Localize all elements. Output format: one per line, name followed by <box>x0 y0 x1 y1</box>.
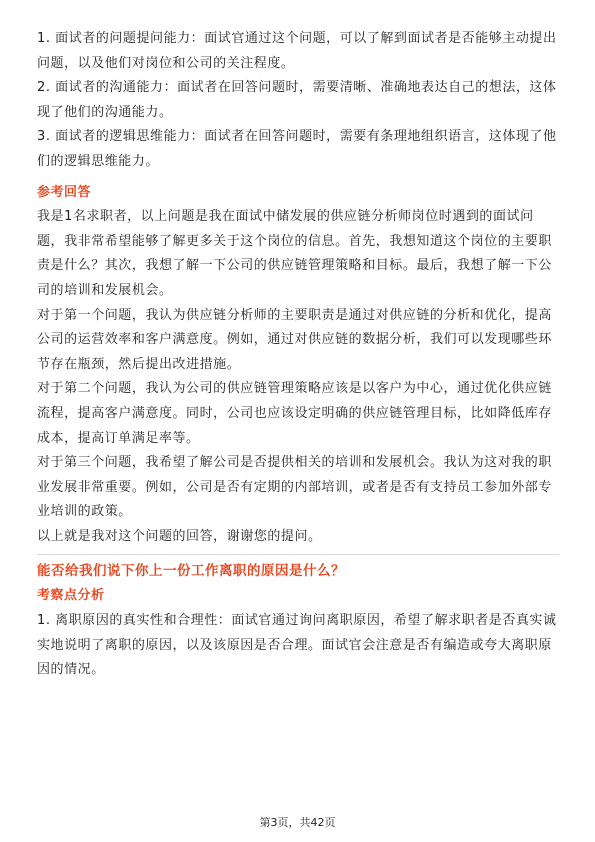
section-divider <box>37 554 559 555</box>
list-item: 2. 面试者的沟通能力：面试者在回答问题时，需要清晰、准确地表达自己的想法，这体现了他们的沟通能力。 <box>37 80 557 120</box>
page-number: 第3页，共42页 <box>259 816 336 829</box>
answer-paragraph: 对于第二个问题，我认为公司的供应链管理策略应该是以客户为中心，通过优化供应链流程，提高客户满意度。同时，公司也应该设定明确的供应链管理目标，比如降低库存成本，提高订单满足率等。 <box>37 381 552 446</box>
list-item: 3. 面试者的逻辑思维能力：面试者在回答问题时，需要有条理地组织语言，这体现了他们的逻辑思维能力。 <box>37 129 557 169</box>
answer-paragraph: 我是1名求职者，以上问题是我在面试中储发展的供应链分析师岗位时遇到的面试问题，我非常希望能够了解更多关于这个岗位的信息。首先，我想知道这个岗位的主要职责是什么？其次，我想了解一下公司的供应链管理策略和目标。最后，我想了解一下公司的培训和发展机会。 <box>37 209 552 298</box>
reference-answer-heading: 参考回答 <box>37 184 92 200</box>
question-title: 能否给我们说下你上一份工作离职的原因是什么？ <box>37 563 345 580</box>
answer-paragraph: 对于第三个问题，我希望了解公司是否提供相关的培训和发展机会。我认为这对我的职业发展非常重要。例如，公司是否有定期的内部培训，或者是否有支持员工参加外部专业培训的政策。 <box>37 455 552 520</box>
list-item: 1. 面试者的问题提问能力：面试官通过这个问题，可以了解到面试者是否能够主动提出问题，以及他们对岗位和公司的关注程度。 <box>37 31 557 71</box>
answer-paragraph: 对于第一个问题，我认为供应链分析师的主要职责是通过对供应链的分析和优化，提高公司的运营效率和客户满意度。例如，通过对供应链的数据分析，我们可以发现哪些环节存在瓶颈，然后提出改进措施。 <box>37 307 552 372</box>
page-content <box>37 27 559 683</box>
answer-paragraph: 以上就是我对这个问题的回答，谢谢您的提问。 <box>37 528 322 544</box>
analysis-heading: 考察点分析 <box>37 588 105 604</box>
list-item: 1. 离职原因的真实性和合理性：面试官通过询问离职原因，希望了解求职者是否真实诚实地说明了离职的原因，以及该原因是否合理。面试官会注意是否有编造或夸大离职原因的情况。 <box>37 613 557 678</box>
